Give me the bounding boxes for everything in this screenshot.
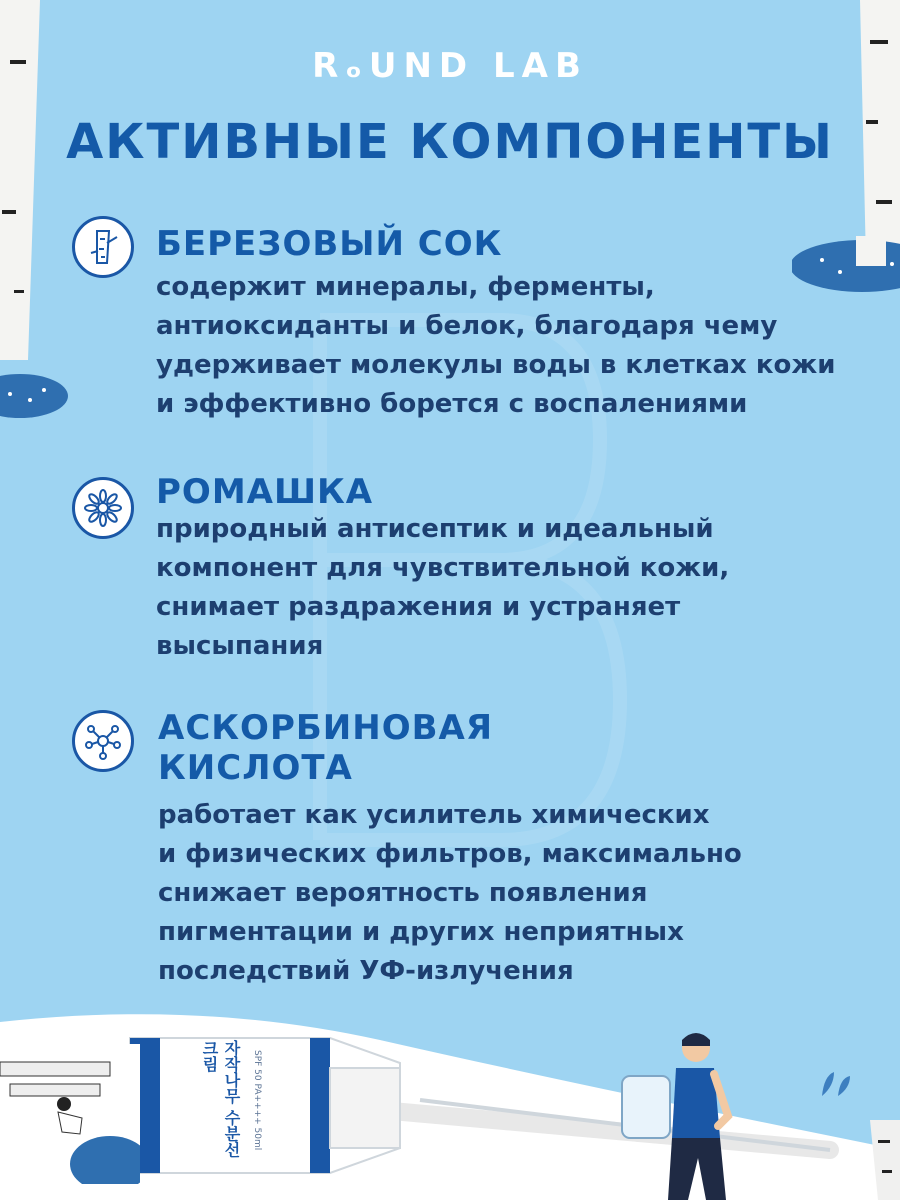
ingredient-name — [158, 708, 493, 788]
description-line: и эффективно борется с воспалениями — [156, 389, 748, 419]
product-spec — [250, 1050, 264, 1160]
ingredient-description — [158, 796, 742, 991]
description-line: природный антисептик и идеальный — [156, 514, 714, 544]
description-line: высыпания — [156, 631, 324, 661]
ingredient-name-line: АСКОРБИНОВАЯ — [158, 708, 494, 748]
description-line: снижает вероятность появления — [158, 878, 648, 908]
ingredient-name — [156, 224, 502, 264]
page-title: АКТИВНЫЕ КОМПОНЕНТЫ — [66, 114, 834, 170]
ingredient-name-line: БЕРЕЗОВЫЙ СОК — [156, 224, 503, 264]
bottom-birch-icon — [860, 1120, 900, 1200]
chamomile-icon — [72, 477, 134, 539]
ingredient-name-line: КИСЛОТА — [158, 748, 353, 788]
description-line: работает как усилитель химических — [158, 800, 710, 830]
product-name-line: 수분선크림 — [200, 1040, 241, 1158]
description-line: компонент для чувствительной кожи, — [156, 553, 730, 583]
ingredient-name — [156, 472, 373, 512]
ingredient-description — [156, 510, 729, 666]
description-line: антиоксиданты и белок, благодаря чему — [156, 311, 778, 341]
molecule-icon — [72, 710, 134, 772]
description-line: удерживает молекулы воды в клетках кожи — [156, 350, 836, 380]
description-line: и физических фильтров, максимально — [158, 839, 742, 869]
leaf-icon — [818, 1068, 858, 1100]
left-snow-patch-icon — [0, 370, 70, 422]
description-line: содержит минералы, ферменты, — [156, 272, 655, 302]
product-volume: 50ml — [252, 1127, 262, 1151]
bottom-illustration — [0, 1000, 900, 1200]
tube-window-illustration-icon — [0, 1044, 140, 1184]
description-line: пигментации и других неприятных — [158, 917, 684, 947]
product-spf: SPF 50 PA++++ — [252, 1050, 262, 1125]
description-line: снимает раздражения и устраняет — [156, 592, 681, 622]
product-korean-name — [172, 1040, 242, 1170]
brand-logo: RₒUND LAB — [312, 46, 588, 86]
description-line: последствий УФ-излучения — [158, 956, 574, 986]
ingredient-description — [156, 268, 835, 424]
birch-icon — [72, 216, 134, 278]
product-name-line: 자작나무 — [222, 1040, 241, 1104]
ingredient-name-line: РОМАШКА — [156, 472, 374, 512]
hiker-person-icon — [610, 1026, 750, 1200]
sunscreen-tube-icon — [120, 1028, 420, 1178]
